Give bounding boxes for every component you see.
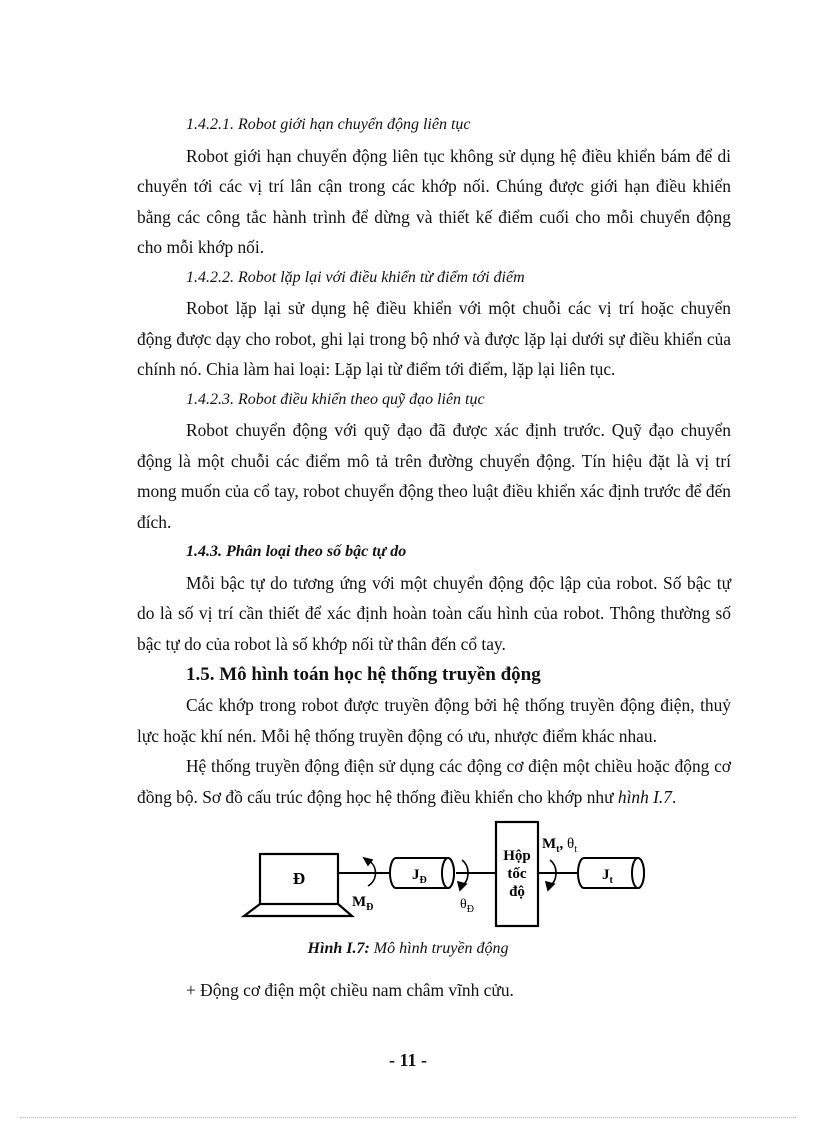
figure-reference: hình I.7 xyxy=(617,786,672,807)
subsection-title-1422: 1.4.2.2. Robot lặp lại với điều khiển từ điểm tới điểm xyxy=(186,268,525,286)
section-title-15: 1.5. Mô hình toán học hệ thống truyền động xyxy=(186,664,541,685)
md-label: $M_Đ$ xyxy=(352,894,374,913)
figure-caption xyxy=(0,940,816,958)
jt-label: $J_t$ xyxy=(602,867,613,886)
paragraph-143: Mỗi bậc tự do tương ứng với một chuyển động độc lập của robot. Số bậc tự do là số vị trí cần thiết để xác định hoàn toàn cấu hình của robot. Thông thường số bậc tự do của robot là số khớp nối từ thân đến cổ tay. xyxy=(137,572,731,654)
paragraph-1422: Robot lặp lại sử dụng hệ điều khiển với một chuỗi các vị trí hoặc chuyển động được dạy cho robot, ghi lại trong bộ nhớ và được lặp lại dưới sự điều khiển của chính nó. Chia làm hai loại: Lặp lại từ điểm tới điểm, lặp lại liên tục. xyxy=(137,298,731,379)
figure-caption-text: Mô hình truyền động xyxy=(369,940,509,957)
paragraph-15-2-end: . xyxy=(671,786,677,807)
jd-label: $J_Đ$ xyxy=(412,867,427,886)
bullet-item: + Động cơ điện một chiều nam châm vĩnh cửu. xyxy=(186,980,514,1000)
paragraph-15-2-text: Hệ thống truyền động điện sử dụng các động cơ điện một chiều hoặc động cơ đồng bộ. Sơ đồ cấu trúc động học hệ thống điều khiển cho khớp như xyxy=(137,756,731,807)
figure-caption-label: Hình I.7: xyxy=(307,940,370,957)
output-arrow xyxy=(546,860,556,890)
gearbox-label-2: tốc xyxy=(507,866,527,882)
subsection-title-1421: 1.4.2.1. Robot giới hạn chuyển động liên tục xyxy=(186,116,471,133)
text-block-1 xyxy=(137,110,731,812)
mt-theta-t-label: $M_t$, $\theta_t$ xyxy=(542,836,577,855)
motor-label: Đ xyxy=(292,869,306,888)
gearbox-label-1: Hộp xyxy=(503,848,531,864)
drive-model-diagram xyxy=(240,818,660,928)
paragraph-15-2 xyxy=(137,751,731,812)
subsection-title-1423: 1.4.2.3. Robot điều khiển theo quỹ đạo liên tục xyxy=(186,390,485,408)
paragraph-1423: Robot chuyển động với quỹ đạo đã được xác định trước. Quỹ đạo chuyển động là một chuỗi các điểm mô tả trên đường chuyển động. Tín hiệu đặt là vị trí mong muốn của cổ tay, robot chuyển động theo luật điều khiển xác định trước để đến đích. xyxy=(137,420,731,532)
page-number: - 11 - xyxy=(389,1050,427,1070)
angle-theta-d-arrow xyxy=(458,860,468,890)
gearbox-label-3: độ xyxy=(509,884,525,900)
paragraph-1421: Robot giới hạn chuyển động liên tục không sử dụng hệ điều khiển bám để di chuyển tới các vị trí lân cận trong các khớp nối. Chúng được giới hạn điều khiển bằng các công tắc hành trình để dừng và thiết kế điểm cuối cho mỗi chuyển động cho mỗi khớp nối. xyxy=(137,145,731,257)
paragraph-15-1: Các khớp trong robot được truyền động bởi hệ thống truyền động điện, thuỷ lực hoặc khí nén. Mỗi hệ thống truyền động có ưu, nhược điểm khác nhau. xyxy=(137,695,731,746)
page-bottom-divider xyxy=(20,1117,796,1118)
subsection-title-143: 1.4.3. Phân loại theo số bậc tự do xyxy=(186,543,407,560)
theta-d-label: $\theta_Đ$ xyxy=(460,897,474,915)
